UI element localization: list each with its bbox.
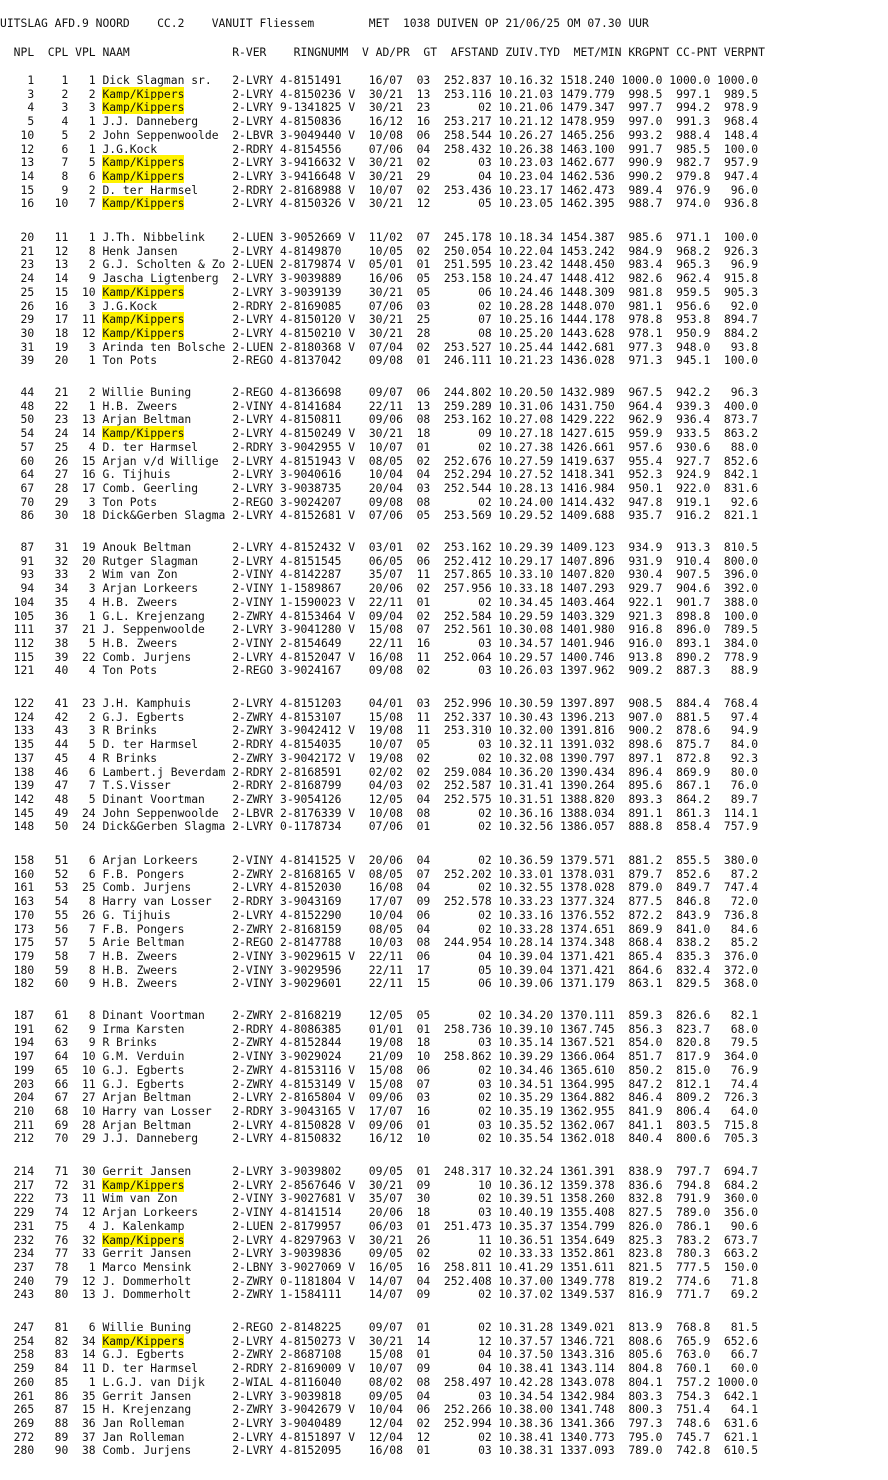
result-row: 15 9 2 D. ter Harmsel 2-RDRY 2-8168988 V 10/07 02 253.436 10.23.17 1462.473 989.4 976.9 96.0 <box>0 182 759 197</box>
result-row: 39 20 1 Ton Pots 2-REGO 4-8137042 09/08 01 246.111 10.21.23 1436.028 971.3 945.1 100.0 <box>0 353 759 368</box>
highlighted-name: Kamp/Kippers <box>102 325 185 340</box>
result-row: 170 55 26 G. Tijhuis 2-LVRY 4-8152290 10/04 06 02 10.33.16 1376.552 872.2 843.9 736.8 <box>0 907 759 922</box>
result-row: 44 21 2 Willie Buning 2-REGO 4-8136698 09/07 06 244.802 10.20.50 1432.989 967.5 942.2 96.3 <box>0 385 759 399</box>
result-row: 204 67 27 Arjan Beltman 2-LVRY 2-8165804 V 09/06 03 02 10.35.29 1364.882 846.4 809.2 726.3 <box>0 1090 759 1105</box>
result-row: 254 82 34 Kamp/Kippers 2-LVRY 4-8150273 V 30/21 14 12 10.37.57 1346.721 808.6 765.9 652.6 <box>0 1333 759 1348</box>
result-row: 48 22 1 H.B. Zweers 2-VINY 4-8141684 22/11 13 259.289 10.31.06 1431.750 964.4 939.3 400.0 <box>0 398 759 413</box>
result-row: 5 4 1 J.J. Danneberg 2-LVRY 4-8150836 16/12 16 253.217 10.21.12 1478.959 997.0 991.3 968.4 <box>0 114 759 129</box>
result-row: 161 53 25 Comb. Jurjens 2-LVRY 4-8152030 16/08 04 02 10.32.55 1378.028 879.0 849.7 747.4 <box>0 880 759 895</box>
result-row: 23 13 2 G.J. Scholten & Zo 2-LUEN 2-8179874 V 05/01 01 251.595 10.23.42 1448.450 983.4 965.3 96.9 <box>0 257 759 272</box>
result-row: 57 25 4 D. ter Harmsel 2-RDRY 3-9042955 V 10/07 01 02 10.27.38 1426.661 957.6 930.6 88.0 <box>0 439 759 454</box>
result-row: 148 50 24 Dick&Gerben Slagma 2-LVRY 0-1178734 07/06 01 02 10.32.56 1386.057 888.8 858.4 757.9 <box>0 819 759 834</box>
result-row: 180 59 8 H.B. Zweers 2-VINY 3-9029596 22/11 17 05 10.39.04 1371.421 864.6 832.4 372.0 <box>0 962 759 977</box>
result-row: 3 2 2 Kamp/Kippers 2-LVRY 4-8150236 V 30/21 13 253.116 10.21.03 1479.779 998.5 997.1 989.5 <box>0 86 759 101</box>
result-row: 105 36 1 G.L. Krejenzang 2-ZWRY 4-8153464 V 09/04 02 252.584 10.29.59 1403.329 921.3 898.8 100.0 <box>0 608 759 623</box>
result-row: 93 33 2 Wim van Zon 2-VINY 4-8142287 35/07 11 257.865 10.33.10 1407.820 930.4 907.5 396.0 <box>0 567 759 582</box>
result-row: 26 16 3 J.G.Kock 2-RDRY 2-8169085 07/06 03 02 10.28.28 1448.070 981.1 956.6 92.0 <box>0 298 759 313</box>
highlighted-name: Kamp/Kippers <box>102 100 185 115</box>
result-row: 240 79 12 J. Dommerholt 2-ZWRY 0-1181804 V 14/07 04 252.408 10.37.00 1349.778 819.2 774.6 71.8 <box>0 1273 759 1288</box>
highlighted-name: Kamp/Kippers <box>102 312 185 327</box>
result-row: 50 23 13 Arjan Beltman 2-LVRY 4-8150811 09/06 08 253.162 10.27.08 1429.222 962.9 936.4 873.7 <box>0 412 759 427</box>
highlighted-name: Kamp/Kippers <box>102 1232 185 1247</box>
result-row: 31 19 3 Arinda ten Bolsche 2-LUEN 2-8180368 V 07/04 02 253.527 10.25.44 1442.681 977.3 948.0 93.8 <box>0 339 759 354</box>
result-row: 64 27 16 G. Tijhuis 2-LVRY 3-9040616 10/04 04 252.294 10.27.52 1418.341 952.3 924.9 842.1 <box>0 467 759 482</box>
result-row: 87 31 19 Anouk Beltman 2-LVRY 4-8152432 V 03/01 02 253.162 10.29.39 1409.123 934.9 913.3 810.5 <box>0 540 759 554</box>
result-row: 259 84 11 D. ter Harmsel 2-RDRY 2-8169009 V 10/07 09 04 10.38.41 1343.114 804.8 760.1 60.0 <box>0 1361 759 1376</box>
result-row: 272 89 37 Jan Rolleman 2-LVRY 4-8151897 V 12/04 12 02 10.38.41 1340.773 795.0 745.7 621.1 <box>0 1429 759 1444</box>
result-row: 4 3 3 Kamp/Kippers 2-LVRY 9-1341825 V 30/21 23 02 10.21.06 1479.347 997.7 994.2 978.9 <box>0 100 759 115</box>
result-row: 214 71 30 Gerrit Jansen 2-LVRY 3-9039802 09/05 01 248.317 10.32.24 1361.391 838.9 797.7 694.7 <box>0 1164 759 1178</box>
result-row: 265 87 15 H. Krejenzang 2-ZWRY 3-9042679 V 10/04 06 252.266 10.38.00 1341.748 800.3 751.4 64.1 <box>0 1402 759 1417</box>
result-row: 260 85 1 L.G.J. van Dijk 2-WIAL 4-8116040 08/02 08 258.497 10.42.28 1343.078 804.1 757.2 1000.0 <box>0 1374 759 1389</box>
result-row: 86 30 18 Dick&Gerben Slagma 2-LVRY 4-8152681 V 07/06 05 253.569 10.29.52 1409.688 935.7 916.2 821.1 <box>0 508 759 523</box>
result-row: 94 34 3 Arjan Lorkeers 2-VINY 1-1589867 20/06 02 257.956 10.33.18 1407.293 929.7 904.6 392.0 <box>0 581 759 596</box>
highlighted-name: Kamp/Kippers <box>102 284 185 299</box>
highlighted-name: Kamp/Kippers <box>102 155 185 170</box>
highlighted-name: Kamp/Kippers <box>102 168 185 183</box>
highlighted-name: Kamp/Kippers <box>102 426 185 441</box>
result-row: 138 46 6 Lambert.j Beverdam 2-RDRY 2-8168591 02/02 02 259.084 10.36.20 1390.434 896.4 869.9 80.0 <box>0 764 759 779</box>
result-row: 222 73 11 Wim van Zon 2-VINY 3-9027681 V 35/07 30 02 10.39.51 1358.260 832.8 791.9 360.0 <box>0 1191 759 1206</box>
result-row: 163 54 8 Harry van Losser 2-RDRY 3-9043169 17/07 09 252.578 10.33.23 1377.324 877.5 846.8 72.0 <box>0 894 759 909</box>
result-row: 237 78 1 Marco Mensink 2-LBNY 3-9027069 V 16/05 16 258.811 10.41.29 1351.611 821.5 777.5 150.0 <box>0 1259 759 1274</box>
result-row: 24 14 9 Jascha Ligtenberg 2-LVRY 3-9039889 16/06 05 253.158 10.24.47 1448.412 982.6 962.4 915.8 <box>0 271 759 286</box>
result-row: 14 8 6 Kamp/Kippers 2-LVRY 3-9416648 V 30/21 29 04 10.23.04 1462.536 990.2 979.8 947.4 <box>0 168 759 183</box>
result-row: 121 40 4 Ton Pots 2-REGO 3-9024167 09/08 02 03 10.26.03 1397.962 909.2 887.3 88.9 <box>0 663 759 678</box>
result-row: 258 83 14 G.J. Egberts 2-ZWRY 2-8687108 15/08 01 04 10.37.50 1343.316 805.6 763.0 66.7 <box>0 1347 759 1362</box>
result-row: 137 45 4 R Brinks 2-ZWRY 3-9042172 V 19/08 02 02 10.32.08 1390.797 897.1 872.8 92.3 <box>0 750 759 765</box>
report-header: UITSLAG AFD.9 NOORD CC.2 VANUIT Fliessem MET 1038 DUIVEN OP 21/06/25 OM 07.30 UUR <box>0 16 649 30</box>
result-row: 115 39 22 Comb. Jurjens 2-LVRY 4-8152047 V 16/08 11 252.064 10.29.57 1400.746 913.8 890.2 778.9 <box>0 649 759 664</box>
result-row: 187 61 8 Dinant Voortman 2-ZWRY 2-8168219 12/05 05 02 10.34.20 1370.111 859.3 826.6 82.1 <box>0 1008 759 1022</box>
result-row: 67 28 17 Comb. Geerling 2-LVRY 3-9038735 20/04 03 252.544 10.28.13 1416.984 950.1 922.0 831.6 <box>0 480 759 495</box>
result-row: 179 58 7 H.B. Zweers 2-VINY 3-9029615 V 22/11 06 04 10.39.04 1371.421 865.4 835.3 376.0 <box>0 948 759 963</box>
highlighted-name: Kamp/Kippers <box>102 196 185 211</box>
result-row: 261 86 35 Gerrit Jansen 2-LVRY 3-9039818 09/05 04 03 10.34.54 1342.984 803.3 754.3 642.1 <box>0 1388 759 1403</box>
result-row: 231 75 4 J. Kalenkamp 2-LUEN 2-8179957 06/03 01 251.473 10.35.37 1354.799 826.0 786.1 90.6 <box>0 1218 759 1233</box>
result-row: 194 63 9 R Brinks 2-ZWRY 4-8152844 19/08 18 03 10.35.14 1367.521 854.0 820.8 79.5 <box>0 1035 759 1050</box>
result-row: 111 37 21 J. Seppenwoolde 2-LVRY 3-9041280 V 15/08 07 252.561 10.30.08 1401.980 916.8 896.0 789.5 <box>0 622 759 637</box>
highlighted-name: Kamp/Kippers <box>102 86 185 101</box>
highlighted-name: Kamp/Kippers <box>102 1177 185 1192</box>
result-row: 12 6 1 J.G.Kock 2-RDRY 4-8154556 07/06 04 258.432 10.26.38 1463.100 991.7 985.5 100.0 <box>0 141 759 156</box>
result-row: 247 81 6 Willie Buning 2-REGO 2-8148225 09/07 01 02 10.31.28 1349.021 813.9 768.8 81.5 <box>0 1320 759 1334</box>
result-row: 124 42 2 G.J. Egberts 2-ZWRY 4-8153107 15/08 11 252.337 10.30.43 1396.213 907.0 881.5 97.4 <box>0 709 759 724</box>
result-row: 229 74 12 Arjan Lorkeers 2-VINY 4-8141514 20/06 18 03 10.40.19 1355.408 827.5 789.0 356.0 <box>0 1205 759 1220</box>
result-row: 135 44 5 D. ter Harmsel 2-RDRY 4-8154035 10/07 05 03 10.32.11 1391.032 898.6 875.7 84.0 <box>0 737 759 752</box>
result-row: 20 11 1 J.Th. Nibbelink 2-LUEN 3-9052669 V 11/02 07 245.178 10.18.34 1454.387 985.6 971.1 100.0 <box>0 230 759 244</box>
result-row: 217 72 31 Kamp/Kippers 2-LVRY 2-8567646 V 30/21 09 10 10.36.12 1359.378 836.6 794.8 684.2 <box>0 1177 759 1192</box>
result-row: 25 15 10 Kamp/Kippers 2-LVRY 3-9039139 30/21 05 06 10.24.46 1448.309 981.8 959.5 905.3 <box>0 284 759 299</box>
result-row: 122 41 23 J.H. Kamphuis 2-LVRY 4-8151203 04/01 03 252.996 10.30.59 1397.897 908.5 884.4 768.4 <box>0 696 759 710</box>
result-row: 91 32 20 Rutger Slagman 2-LVRY 4-8151545 06/05 06 252.412 10.29.17 1407.896 931.9 910.4 800.0 <box>0 553 759 568</box>
result-row: 60 26 15 Arjan v/d Willige 2-LVRY 4-8151943 V 08/05 02 252.676 10.27.59 1419.637 955.4 927.7 852.6 <box>0 453 759 468</box>
result-row: 173 56 7 F.B. Pongers 2-ZWRY 2-8168159 08/05 04 02 10.33.28 1374.651 869.9 841.0 84.6 <box>0 921 759 936</box>
result-row: 243 80 13 J. Dommerholt 2-ZWRY 1-1584111 14/07 09 02 10.37.02 1349.537 816.9 771.7 69.2 <box>0 1287 759 1302</box>
result-row: 10 5 2 John Seppenwoolde 2-LBVR 3-9049440 V 10/08 06 258.544 10.26.27 1465.256 993.2 988.4 148.4 <box>0 127 759 142</box>
result-row: 16 10 7 Kamp/Kippers 2-LVRY 4-8150326 V 30/21 12 05 10.23.05 1462.395 988.7 974.0 936.8 <box>0 196 759 211</box>
result-row: 133 43 3 R Brinks 2-ZWRY 3-9042412 V 19/08 11 253.310 10.32.00 1391.816 900.2 878.6 94.9 <box>0 723 759 738</box>
result-row: 1 1 1 Dick Slagman sr. 2-LVRY 4-8151491 16/07 03 252.837 10.16.32 1518.240 1000.0 1000.0 1000.0 <box>0 73 759 87</box>
result-row: 112 38 5 H.B. Zweers 2-VINY 2-8154649 22/11 16 03 10.34.57 1401.946 916.0 893.1 384.0 <box>0 635 759 650</box>
result-row: 145 49 24 John Seppenwoolde 2-LBVR 2-8176339 V 10/08 08 02 10.36.16 1388.034 891.1 861.3 114.1 <box>0 805 759 820</box>
highlighted-name: Kamp/Kippers <box>102 1333 185 1348</box>
result-row: 30 18 12 Kamp/Kippers 2-LVRY 4-8150210 V 30/21 28 08 10.25.20 1443.628 978.1 950.9 884.2 <box>0 325 759 340</box>
result-row: 280 90 38 Comb. Jurjens 2-LVRY 4-8152095 16/08 01 03 10.38.31 1337.093 789.0 742.8 610.5 <box>0 1443 759 1458</box>
result-row: 160 52 6 F.B. Pongers 2-ZWRY 2-8168165 V 08/05 07 252.202 10.33.01 1378.031 879.7 852.6 87.2 <box>0 866 759 881</box>
result-row: 210 68 10 Harry van Losser 2-RDRY 3-9043165 V 17/07 16 02 10.35.19 1362.955 841.9 806.4 64.0 <box>0 1103 759 1118</box>
result-row: 54 24 14 Kamp/Kippers 2-LVRY 4-8150249 V 30/21 18 09 10.27.18 1427.615 959.9 933.5 863.2 <box>0 426 759 441</box>
result-row: 21 12 8 Henk Jansen 2-LVRY 4-8149870 10/05 02 250.054 10.22.04 1453.242 984.9 968.2 926.3 <box>0 243 759 258</box>
result-row: 234 77 33 Gerrit Jansen 2-LVRY 3-9039836 09/05 02 02 10.33.33 1352.861 823.8 780.3 663.2 <box>0 1246 759 1261</box>
result-row: 175 57 5 Arie Beltman 2-REGO 2-8147788 10/03 08 244.954 10.28.14 1374.348 868.4 838.2 85.2 <box>0 935 759 950</box>
result-row: 104 35 4 H.B. Zweers 2-VINY 1-1590023 V 22/11 01 02 10.34.45 1403.464 922.1 901.7 388.0 <box>0 594 759 609</box>
result-row: 269 88 36 Jan Rolleman 2-LVRY 3-9040489 12/04 02 252.994 10.38.36 1341.366 797.3 748.6 631.6 <box>0 1415 759 1430</box>
result-row: 142 48 5 Dinant Voortman 2-ZWRY 3-9054126 12/05 04 252.575 10.31.51 1388.820 893.3 864.2 89.7 <box>0 791 759 806</box>
result-row: 139 47 7 T.S.Visser 2-RDRY 2-8168799 04/03 02 252.587 10.31.41 1390.264 895.6 867.1 76.0 <box>0 778 759 793</box>
result-row: 70 29 3 Ton Pots 2-REGO 3-9024207 09/08 08 02 10.24.00 1414.432 947.8 919.1 92.6 <box>0 494 759 509</box>
result-row: 212 70 29 J.J. Danneberg 2-LVRY 4-8150832 16/12 10 02 10.35.54 1362.018 840.4 800.6 705.3 <box>0 1131 759 1146</box>
result-row: 13 7 5 Kamp/Kippers 2-LVRY 3-9416632 V 30/21 02 03 10.23.03 1462.677 990.9 982.7 957.9 <box>0 155 759 170</box>
result-row: 29 17 11 Kamp/Kippers 2-LVRY 4-8150120 V 30/21 25 07 10.25.16 1444.178 978.8 953.8 894.7 <box>0 312 759 327</box>
result-row: 211 69 28 Arjan Beltman 2-LVRY 4-8150828 V 09/06 01 03 10.35.52 1362.067 841.1 803.5 715.8 <box>0 1117 759 1132</box>
result-row: 191 62 9 Irma Karsten 2-RDRY 4-8086385 01/01 01 258.736 10.39.10 1367.745 856.3 823.7 68.0 <box>0 1021 759 1036</box>
result-row: 158 51 6 Arjan Lorkeers 2-VINY 4-8141525 V 20/06 04 02 10.36.59 1379.571 881.2 855.5 380.0 <box>0 853 759 867</box>
result-row: 203 66 11 G.J. Egberts 2-ZWRY 4-8153149 V 15/08 07 03 10.34.51 1364.995 847.2 812.1 74.4 <box>0 1076 759 1091</box>
column-headers: NPL CPL VPL NAAM R-VER RINGNUMM V AD/PR GT AFSTAND ZUIV.TYD MET/MIN KRGPNT CC-PNT VERPNT <box>0 45 765 59</box>
result-row: 197 64 10 G.M. Verduin 2-VINY 3-9029024 21/09 10 258.862 10.39.29 1366.064 851.7 817.9 364.0 <box>0 1049 759 1064</box>
result-row: 182 60 9 H.B. Zweers 2-VINY 3-9029601 22/11 15 06 10.39.06 1371.179 863.1 829.5 368.0 <box>0 976 759 991</box>
result-row: 232 76 32 Kamp/Kippers 2-LVRY 4-8297963 V 30/21 26 11 10.36.51 1354.649 825.3 783.2 673.7 <box>0 1232 759 1247</box>
result-row: 199 65 10 G.J. Egberts 2-ZWRY 4-8153116 V 15/08 06 02 10.34.46 1365.610 850.2 815.0 76.9 <box>0 1062 759 1077</box>
